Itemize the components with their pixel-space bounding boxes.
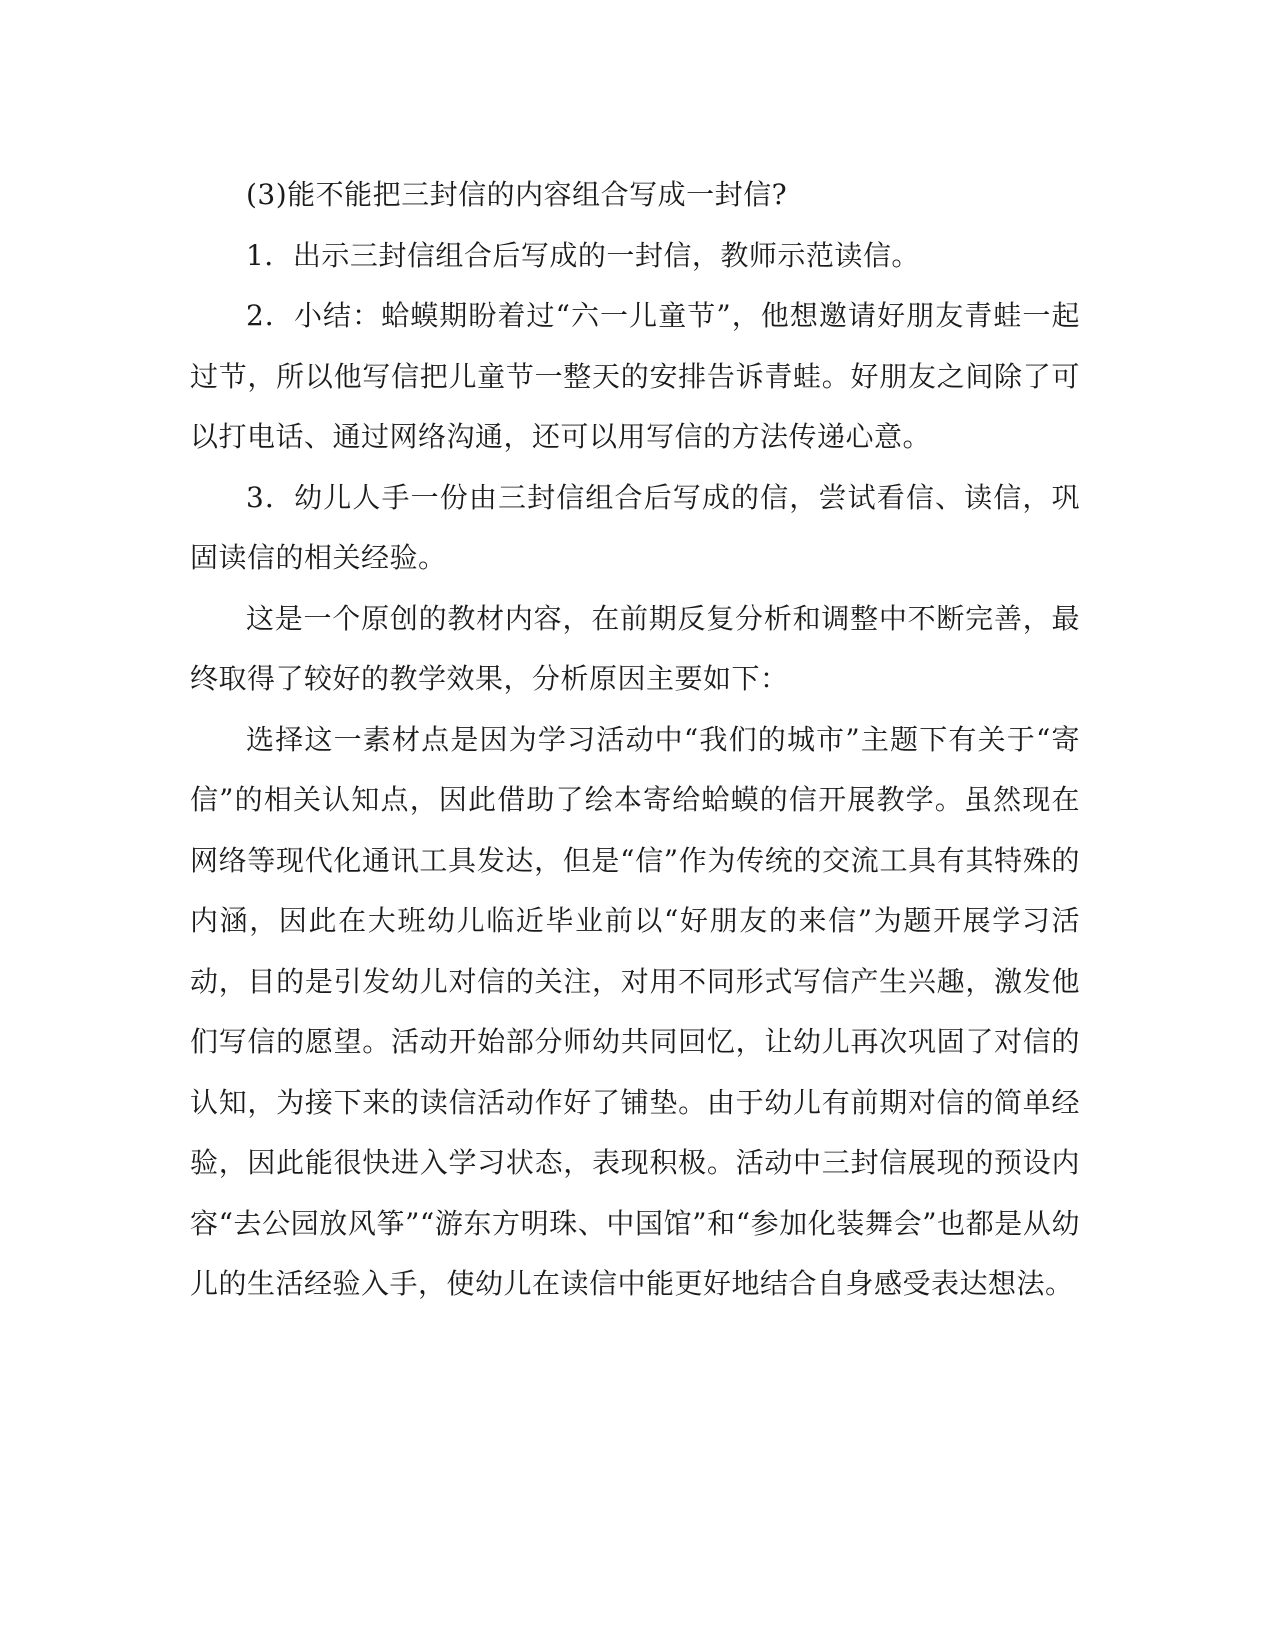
paragraph-question-3: (3)能不能把三封信的内容组合写成一封信? [246, 178, 788, 211]
paragraph-reflection-intro: 这是一个原创的教材内容，在前期反复分析和调整中不断完善，最终取得了较好的教学效果，分析原因主要如下： [190, 601, 1080, 695]
paragraph-step-1: 1．出示三封信组合后写成的一封信，教师示范读信。 [246, 238, 920, 272]
paragraph-step-2-summary: 2．小结：蛤蟆期盼着过“六一儿童节”，他想邀请好朋友青蛙一起过节，所以他写信把儿童节一整天的安排告诉青蛙。好朋友之间除了可以打电话、通过网络沟通，还可以用写信的方法传递心意。 [190, 299, 1080, 453]
document-body [190, 165, 1080, 1315]
paragraph-reflection-analysis: 选择这一素材点是因为学习活动中“我们的城市”主题下有关于“寄信”的相关认知点，因此借助了绘本寄给蛤蟆的信开展教学。虽然现在网络等现代化通讯工具发达，但是“信”作为传统的交流工具有其特殊的内涵，因此在大班幼儿临近毕业前以“好朋友的来信”为题开展学习活动，目的是引发幼儿对信的关注，对用不同形式写信产生兴趣，激发他们写信的愿望。活动开始部分师幼共同回忆，让幼儿再次巩固了对信的认知，为接下来的读信活动作好了铺垫。由于幼儿有前期对信的简单经验，因此能很快进入学习状态，表现积极。活动中三封信展现的预设内容“去公园放风筝”“游东方明珠、中国馆”和“参加化装舞会”也都是从幼儿的生活经验入手，使幼儿在读信中能更好地结合自身感受表达想法。 [190, 722, 1080, 1300]
paragraph-step-3: 3．幼儿人手一份由三封信组合后写成的信，尝试看信、读信，巩固读信的相关经验。 [190, 480, 1080, 574]
